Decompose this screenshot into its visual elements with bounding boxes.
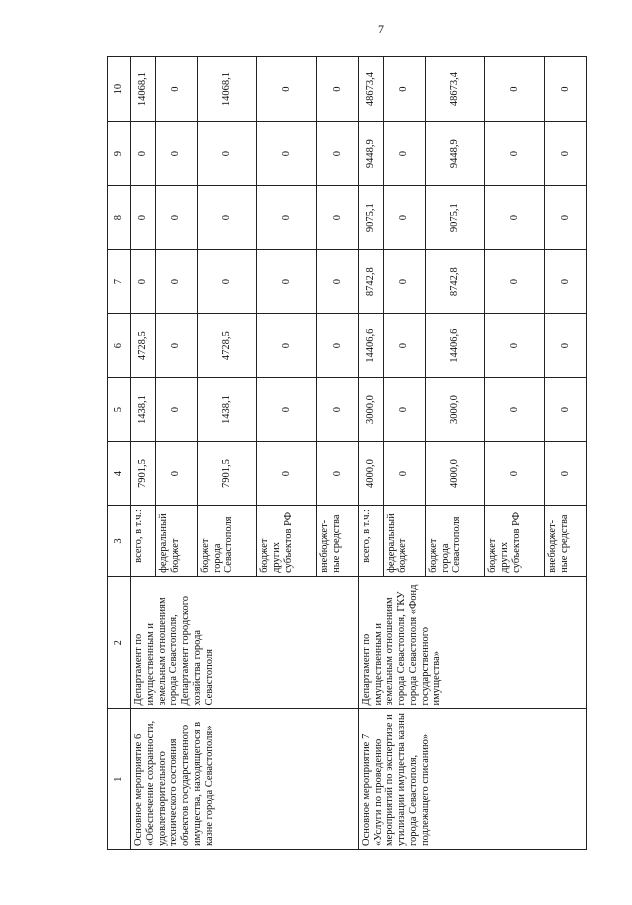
funding-source-cell: всего, в т.ч.: bbox=[131, 506, 156, 577]
value-cell: 0 bbox=[257, 250, 316, 314]
value-cell: 14068,1 bbox=[131, 57, 156, 122]
value-cell: 14068,1 bbox=[197, 57, 256, 122]
value-cell: 0 bbox=[155, 442, 197, 506]
table-row bbox=[358, 57, 383, 850]
funding-source-cell: федеральный бюджет bbox=[155, 506, 197, 577]
value-cell: 0 bbox=[197, 186, 256, 250]
value-cell: 0 bbox=[383, 442, 425, 506]
event-name-cell: Основное мероприятие 6 «Обеспечение сохранности, удовлетворительного технического состояния объектов государственного имущества, находящегося в казне города Севастополя» bbox=[131, 709, 359, 850]
page-number: 7 bbox=[378, 22, 384, 36]
value-cell: 0 bbox=[544, 186, 586, 250]
funding-source-cell: всего, в т.ч.: bbox=[358, 506, 383, 577]
value-cell: 1438,1 bbox=[131, 378, 156, 442]
value-cell: 0 bbox=[383, 186, 425, 250]
value-cell: 0 bbox=[544, 57, 586, 122]
value-cell: 9075,1 bbox=[425, 186, 484, 250]
value-cell: 0 bbox=[316, 186, 358, 250]
value-cell: 0 bbox=[383, 314, 425, 378]
header-cell: 7 bbox=[108, 250, 131, 314]
value-cell: 0 bbox=[316, 442, 358, 506]
value-cell: 0 bbox=[131, 250, 156, 314]
value-cell: 14406,6 bbox=[358, 314, 383, 378]
value-cell: 0 bbox=[485, 378, 544, 442]
header-cell: 9 bbox=[108, 122, 131, 186]
value-cell: 0 bbox=[257, 314, 316, 378]
header-cell: 2 bbox=[108, 576, 131, 709]
value-cell: 0 bbox=[485, 250, 544, 314]
header-cell: 6 bbox=[108, 314, 131, 378]
value-cell: 0 bbox=[316, 122, 358, 186]
header-row bbox=[108, 57, 131, 850]
value-cell: 4728,5 bbox=[131, 314, 156, 378]
value-cell: 7901,5 bbox=[131, 442, 156, 506]
value-cell: 0 bbox=[257, 57, 316, 122]
funding-source-cell: бюджет города Севастополя bbox=[425, 506, 484, 577]
table-row bbox=[131, 57, 156, 850]
executor-cell: Департамент по имущественным и земельным отношениям города Севастополя, ГКУ города Севастополя «Фонд государственного имущества» bbox=[358, 576, 586, 709]
value-cell: 0 bbox=[383, 57, 425, 122]
value-cell: 0 bbox=[257, 186, 316, 250]
header-cell: 8 bbox=[108, 186, 131, 250]
value-cell: 8742,8 bbox=[358, 250, 383, 314]
value-cell: 0 bbox=[544, 122, 586, 186]
value-cell: 0 bbox=[316, 250, 358, 314]
value-cell: 48673,4 bbox=[358, 57, 383, 122]
header-cell: 5 bbox=[108, 378, 131, 442]
value-cell: 0 bbox=[316, 57, 358, 122]
value-cell: 0 bbox=[383, 250, 425, 314]
value-cell: 0 bbox=[544, 442, 586, 506]
value-cell: 0 bbox=[257, 122, 316, 186]
executor-cell: Департамент по имущественным и земельным отношениям города Севастополя, Департамент городского хозяйства города Севастополя bbox=[131, 576, 359, 709]
value-cell: 3000,0 bbox=[425, 378, 484, 442]
value-cell: 0 bbox=[257, 378, 316, 442]
value-cell: 4000,0 bbox=[358, 442, 383, 506]
value-cell: 4728,5 bbox=[197, 314, 256, 378]
header-cell: 3 bbox=[108, 506, 131, 577]
value-cell: 0 bbox=[155, 378, 197, 442]
header-cell: 1 bbox=[108, 709, 131, 850]
rotated-table-wrapper bbox=[107, 56, 587, 850]
value-cell: 0 bbox=[131, 122, 156, 186]
value-cell: 7901,5 bbox=[197, 442, 256, 506]
value-cell: 0 bbox=[197, 122, 256, 186]
value-cell: 0 bbox=[155, 186, 197, 250]
value-cell: 0 bbox=[485, 314, 544, 378]
value-cell: 8742,8 bbox=[425, 250, 484, 314]
value-cell: 0 bbox=[155, 122, 197, 186]
value-cell: 0 bbox=[316, 378, 358, 442]
event-name-cell: Основное мероприятие 7 «Услуги по проведению мероприятий по экспертизе и утилизации имущества казны города Севастополя, подлежащего списанию» bbox=[358, 709, 586, 850]
value-cell: 0 bbox=[485, 57, 544, 122]
value-cell: 9448,9 bbox=[358, 122, 383, 186]
value-cell: 0 bbox=[197, 250, 256, 314]
funding-table bbox=[107, 56, 587, 850]
value-cell: 0 bbox=[544, 314, 586, 378]
value-cell: 3000,0 bbox=[358, 378, 383, 442]
value-cell: 0 bbox=[155, 250, 197, 314]
value-cell: 0 bbox=[485, 122, 544, 186]
value-cell: 0 bbox=[383, 122, 425, 186]
funding-source-cell: бюджет других субъектов РФ bbox=[257, 506, 316, 577]
value-cell: 0 bbox=[131, 186, 156, 250]
value-cell: 14406,6 bbox=[425, 314, 484, 378]
header-cell: 10 bbox=[108, 57, 131, 122]
value-cell: 0 bbox=[257, 442, 316, 506]
funding-source-cell: внебюджет-ные средства bbox=[316, 506, 358, 577]
header-cell: 4 bbox=[108, 442, 131, 506]
funding-source-cell: бюджет других субъектов РФ bbox=[485, 506, 544, 577]
value-cell: 4000,0 bbox=[425, 442, 484, 506]
value-cell: 0 bbox=[544, 378, 586, 442]
value-cell: 0 bbox=[485, 442, 544, 506]
value-cell: 9448,9 bbox=[425, 122, 484, 186]
funding-source-cell: внебюджет-ные средства bbox=[544, 506, 586, 577]
value-cell: 48673,4 bbox=[425, 57, 484, 122]
value-cell: 0 bbox=[155, 314, 197, 378]
value-cell: 0 bbox=[383, 378, 425, 442]
value-cell: 0 bbox=[544, 250, 586, 314]
funding-source-cell: федеральный бюджет bbox=[383, 506, 425, 577]
value-cell: 0 bbox=[155, 57, 197, 122]
value-cell: 9075,1 bbox=[358, 186, 383, 250]
value-cell: 1438,1 bbox=[197, 378, 256, 442]
funding-source-cell: бюджет города Севастополя bbox=[197, 506, 256, 577]
value-cell: 0 bbox=[485, 186, 544, 250]
value-cell: 0 bbox=[316, 314, 358, 378]
